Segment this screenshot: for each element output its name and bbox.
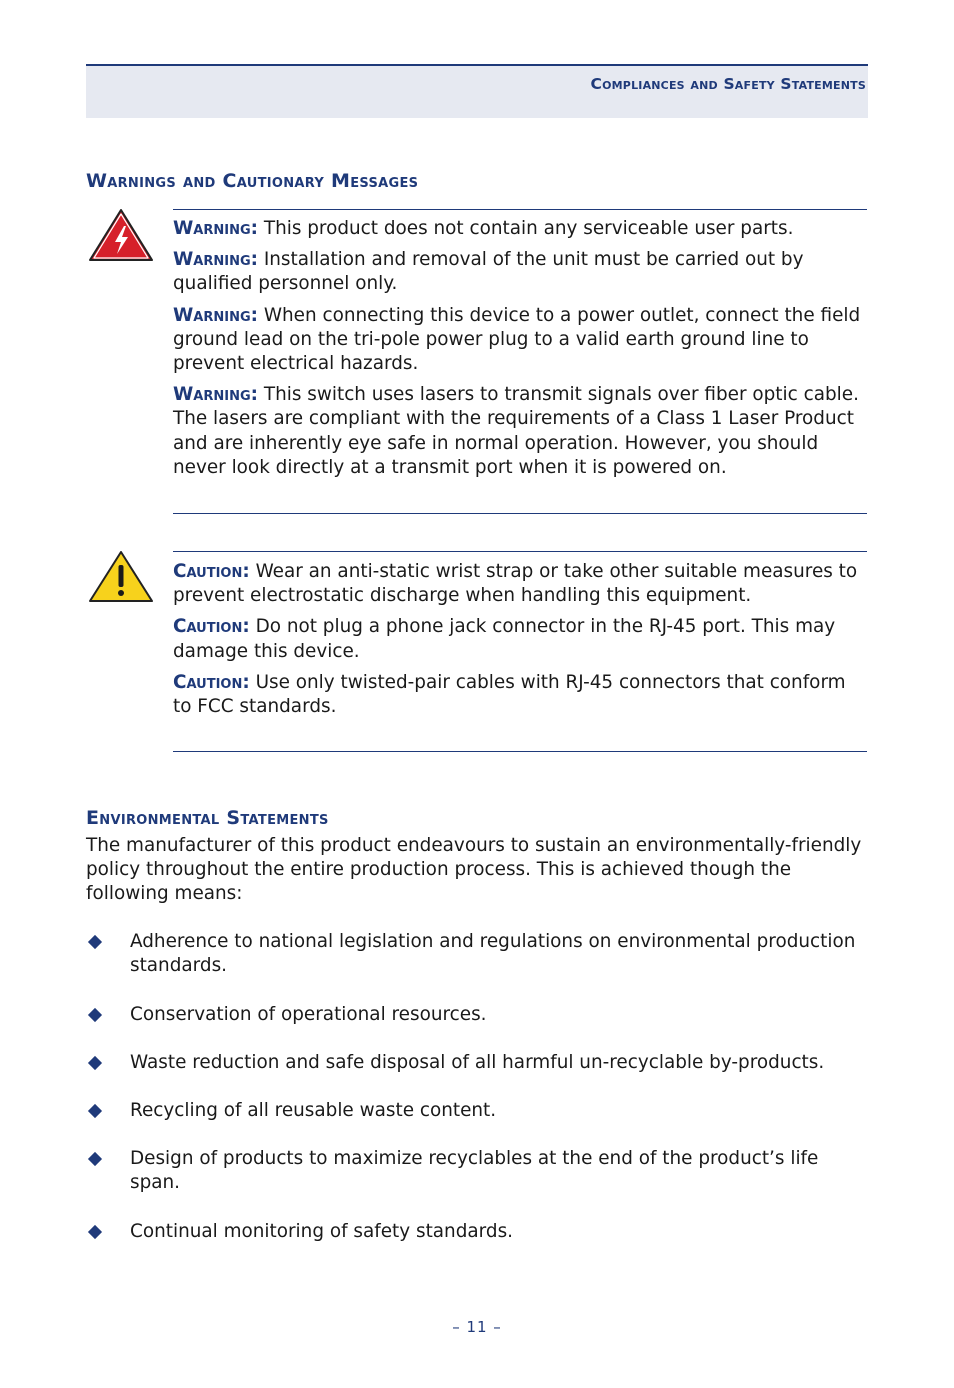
warning-messages [173, 217, 867, 487]
section-title-environmental: Environmental Statements [86, 807, 329, 829]
warning-text: When connecting this device to a power outlet, connect the field ground lead on the tri-pole power plug to a valid earth ground line to prevent electrical hazards. [173, 304, 861, 375]
section-title-warnings: Warnings and Cautionary Messages [86, 170, 419, 192]
diamond-bullet-icon [88, 1225, 102, 1239]
warning-text: This switch uses lasers to transmit signals over fiber optic cable. The lasers are compliant with the requirements of a Class 1 Laser Product and are inherently eye safe in normal operation. However, you should never look directly at a transmit port when it is powered on. [173, 384, 859, 478]
diamond-bullet-icon [88, 1008, 102, 1022]
caution-bottom-rule [173, 751, 867, 752]
list-item-text: Waste reduction and safe disposal of all harmful un-recyclable by-products. [130, 1052, 825, 1073]
list-item-text: Design of products to maximize recyclables at the end of the product’s life span. [130, 1148, 819, 1194]
diamond-bullet-icon [88, 1104, 102, 1118]
running-header-title: Compliances and Safety Statements [590, 75, 866, 93]
warning-text: Installation and removal of the unit must be carried out by qualified personnel only. [173, 249, 804, 295]
high-voltage-warning-icon [88, 208, 154, 266]
caution-label: Caution: [173, 561, 250, 582]
caution-text: Use only twisted-pair cables with RJ-45 connectors that conform to FCC standards. [173, 671, 846, 718]
caution-label: Caution: [173, 671, 250, 693]
warning-top-rule [173, 209, 867, 210]
warning-label: Warning: [173, 218, 258, 239]
warning-message [173, 383, 867, 480]
warning-label: Warning: [173, 384, 258, 406]
warning-bottom-rule [173, 513, 867, 514]
caution-message [173, 671, 867, 719]
warning-label: Warning: [173, 249, 258, 271]
list-item-text: Conservation of operational resources. [130, 1004, 487, 1025]
warning-message [173, 304, 867, 377]
list-item-text: Recycling of all reusable waste content. [130, 1100, 497, 1121]
caution-text: Wear an anti-static wrist strap or take other suitable measures to prevent electrostatic discharge when handling this equipment. [173, 561, 858, 607]
list-item-text: Continual monitoring of safety standards. [130, 1221, 513, 1242]
caution-label: Caution: [173, 616, 250, 638]
caution-text: Do not plug a phone jack connector in the RJ-45 port. This may damage this device. [173, 616, 836, 662]
caution-exclamation-icon [88, 550, 154, 608]
diamond-bullet-icon [88, 1056, 102, 1070]
warning-message [173, 248, 867, 296]
environmental-intro: The manufacturer of this product endeavours to sustain an environmentally-friendly policy throughout the entire production process. This is achieved though the following means: [86, 835, 862, 905]
page-number: – 11 – [452, 1318, 502, 1336]
warning-label: Warning: [173, 304, 258, 326]
caution-message [173, 560, 867, 608]
warning-text: This product does not contain any serviceable user parts. [257, 218, 794, 239]
caution-message [173, 615, 867, 663]
caution-top-rule [173, 551, 867, 552]
diamond-bullet-icon [88, 935, 102, 949]
caution-messages [173, 560, 867, 726]
diamond-bullet-icon [88, 1152, 102, 1166]
running-header [86, 64, 868, 118]
warning-message [173, 217, 867, 241]
list-item-text: Adherence to national legislation and regulations on environmental production standards. [130, 931, 856, 977]
